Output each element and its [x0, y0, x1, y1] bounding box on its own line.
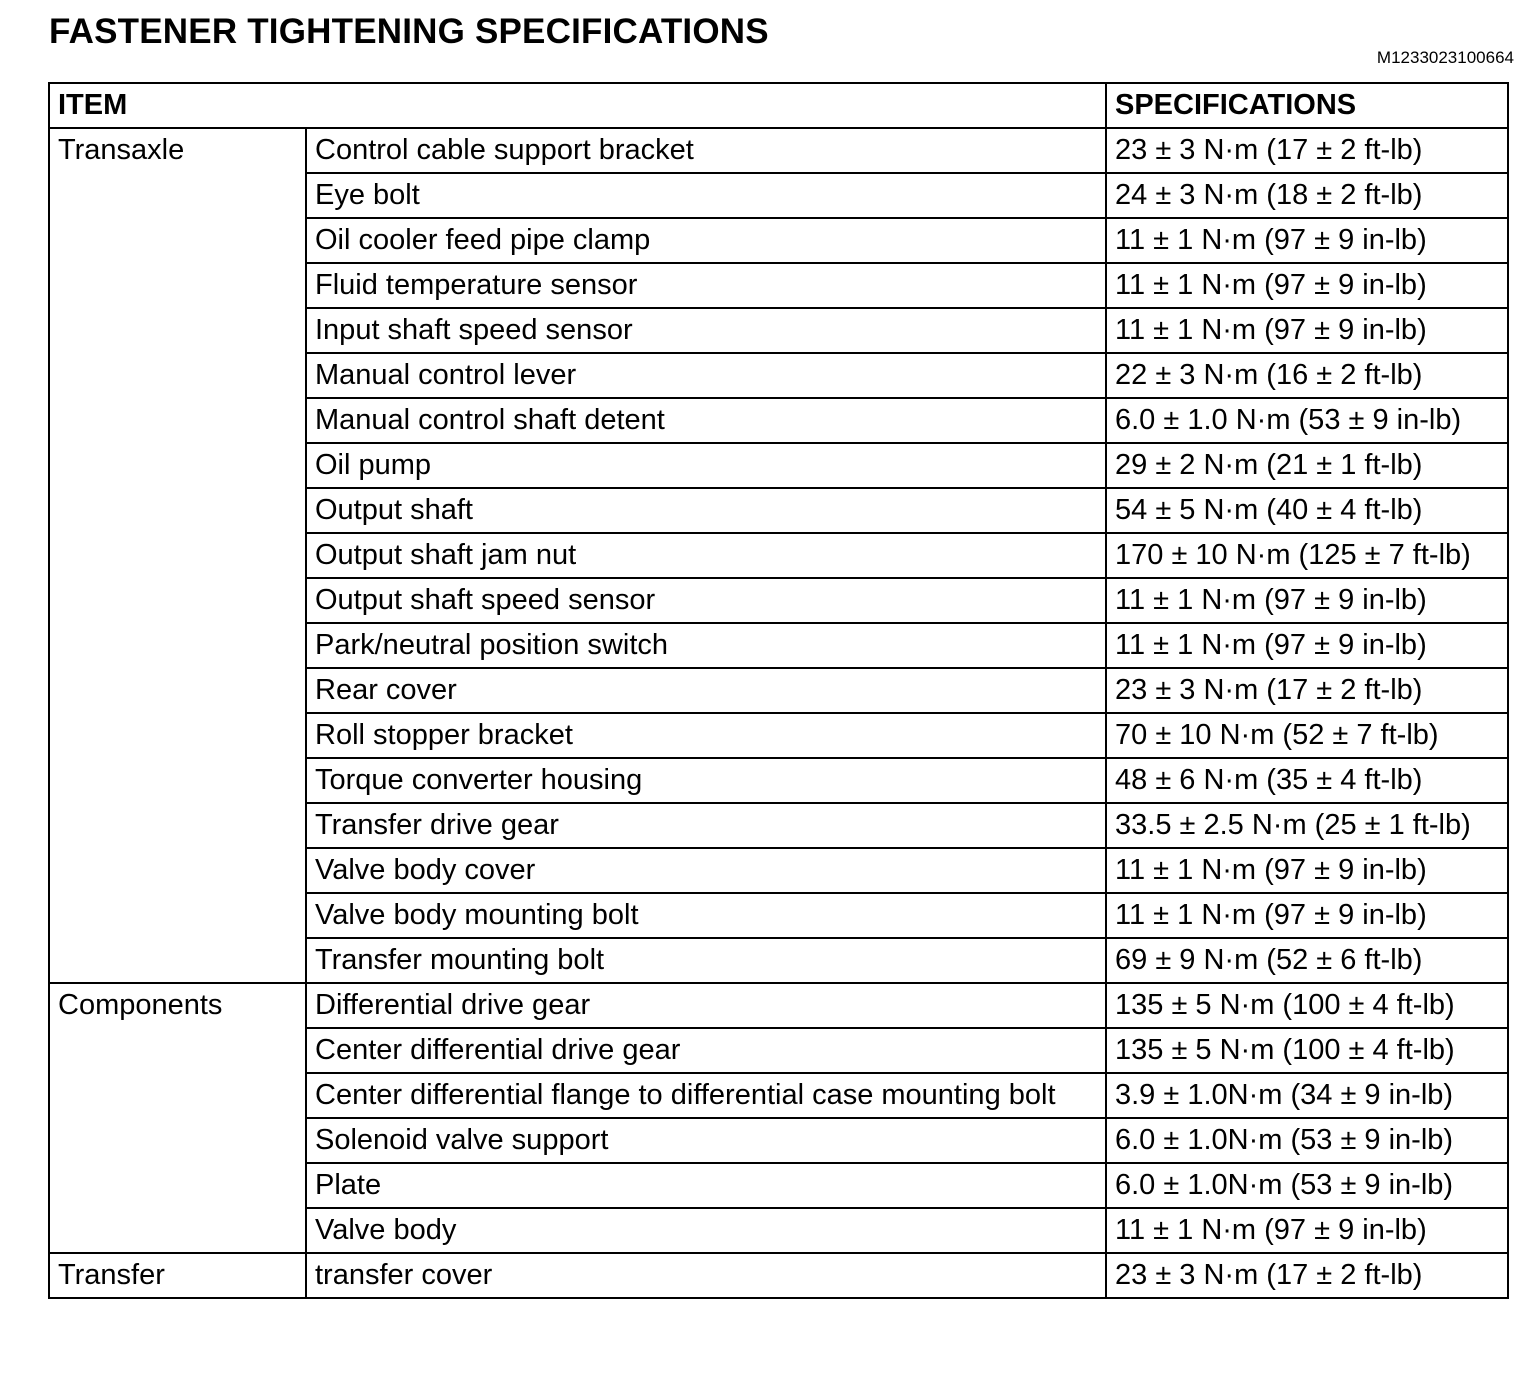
item-spec: 11 ± 1 N·m (97 ± 9 in-lb) [1106, 218, 1508, 263]
item-spec: 33.5 ± 2.5 N·m (25 ± 1 ft-lb) [1106, 803, 1508, 848]
item-name: Eye bolt [306, 173, 1106, 218]
item-name: Park/neutral position switch [306, 623, 1106, 668]
spec-header: SPECIFICATIONS [1106, 83, 1508, 128]
item-spec: 6.0 ± 1.0 N·m (53 ± 9 in-lb) [1106, 398, 1508, 443]
item-name: Plate [306, 1163, 1106, 1208]
item-spec: 6.0 ± 1.0N·m (53 ± 9 in-lb) [1106, 1163, 1508, 1208]
table-row [49, 1253, 1508, 1298]
item-name: Valve body cover [306, 848, 1106, 893]
item-spec: 24 ± 3 N·m (18 ± 2 ft-lb) [1106, 173, 1508, 218]
page-title: FASTENER TIGHTENING SPECIFICATIONS [49, 12, 769, 51]
item-spec: 11 ± 1 N·m (97 ± 9 in-lb) [1106, 263, 1508, 308]
item-spec: 11 ± 1 N·m (97 ± 9 in-lb) [1106, 623, 1508, 668]
item-spec: 70 ± 10 N·m (52 ± 7 ft-lb) [1106, 713, 1508, 758]
item-spec: 11 ± 1 N·m (97 ± 9 in-lb) [1106, 893, 1508, 938]
item-name: Differential drive gear [306, 983, 1106, 1028]
item-name: Control cable support bracket [306, 128, 1106, 173]
item-header: ITEM [49, 83, 1106, 128]
item-spec: 23 ± 3 N·m (17 ± 2 ft-lb) [1106, 128, 1508, 173]
item-name: Solenoid valve support [306, 1118, 1106, 1163]
item-spec: 69 ± 9 N·m (52 ± 6 ft-lb) [1106, 938, 1508, 983]
item-spec: 23 ± 3 N·m (17 ± 2 ft-lb) [1106, 1253, 1508, 1298]
document-id: M1233023100664 [1376, 48, 1514, 67]
item-spec: 11 ± 1 N·m (97 ± 9 in-lb) [1106, 1208, 1508, 1253]
item-name: Output shaft speed sensor [306, 578, 1106, 623]
item-name: transfer cover [306, 1253, 1106, 1298]
item-name: Roll stopper bracket [306, 713, 1106, 758]
item-spec: 29 ± 2 N·m (21 ± 1 ft-lb) [1106, 443, 1508, 488]
item-spec: 23 ± 3 N·m (17 ± 2 ft-lb) [1106, 668, 1508, 713]
spec-table-body [49, 128, 1508, 1298]
item-spec: 135 ± 5 N·m (100 ± 4 ft-lb) [1106, 1028, 1508, 1073]
header-row [49, 83, 1508, 128]
group-label: Transaxle [49, 128, 306, 983]
item-name: Torque converter housing [306, 758, 1106, 803]
item-name: Fluid temperature sensor [306, 263, 1106, 308]
item-spec: 3.9 ± 1.0N·m (34 ± 9 in-lb) [1106, 1073, 1508, 1118]
item-spec: 11 ± 1 N·m (97 ± 9 in-lb) [1106, 578, 1508, 623]
item-spec: 170 ± 10 N·m (125 ± 7 ft-lb) [1106, 533, 1508, 578]
item-spec: 135 ± 5 N·m (100 ± 4 ft-lb) [1106, 983, 1508, 1028]
spec-table [48, 82, 1509, 1299]
item-spec: 11 ± 1 N·m (97 ± 9 in-lb) [1106, 848, 1508, 893]
item-name: Manual control lever [306, 353, 1106, 398]
item-spec: 22 ± 3 N·m (16 ± 2 ft-lb) [1106, 353, 1508, 398]
item-name: Transfer mounting bolt [306, 938, 1106, 983]
item-name: Center differential flange to differential case mounting bolt [306, 1073, 1106, 1118]
item-name: Center differential drive gear [306, 1028, 1106, 1073]
table-row [49, 128, 1508, 173]
group-label: Transfer [49, 1253, 306, 1298]
item-name: Oil cooler feed pipe clamp [306, 218, 1106, 263]
item-name: Manual control shaft detent [306, 398, 1106, 443]
item-spec: 48 ± 6 N·m (35 ± 4 ft-lb) [1106, 758, 1508, 803]
item-name: Output shaft jam nut [306, 533, 1106, 578]
item-name: Input shaft speed sensor [306, 308, 1106, 353]
item-name: Valve body mounting bolt [306, 893, 1106, 938]
item-name: Output shaft [306, 488, 1106, 533]
item-name: Transfer drive gear [306, 803, 1106, 848]
item-name: Oil pump [306, 443, 1106, 488]
group-label: Components [49, 983, 306, 1253]
item-spec: 6.0 ± 1.0N·m (53 ± 9 in-lb) [1106, 1118, 1508, 1163]
item-spec: 11 ± 1 N·m (97 ± 9 in-lb) [1106, 308, 1508, 353]
item-name: Rear cover [306, 668, 1106, 713]
item-spec: 54 ± 5 N·m (40 ± 4 ft-lb) [1106, 488, 1508, 533]
item-name: Valve body [306, 1208, 1106, 1253]
table-row [49, 983, 1508, 1028]
